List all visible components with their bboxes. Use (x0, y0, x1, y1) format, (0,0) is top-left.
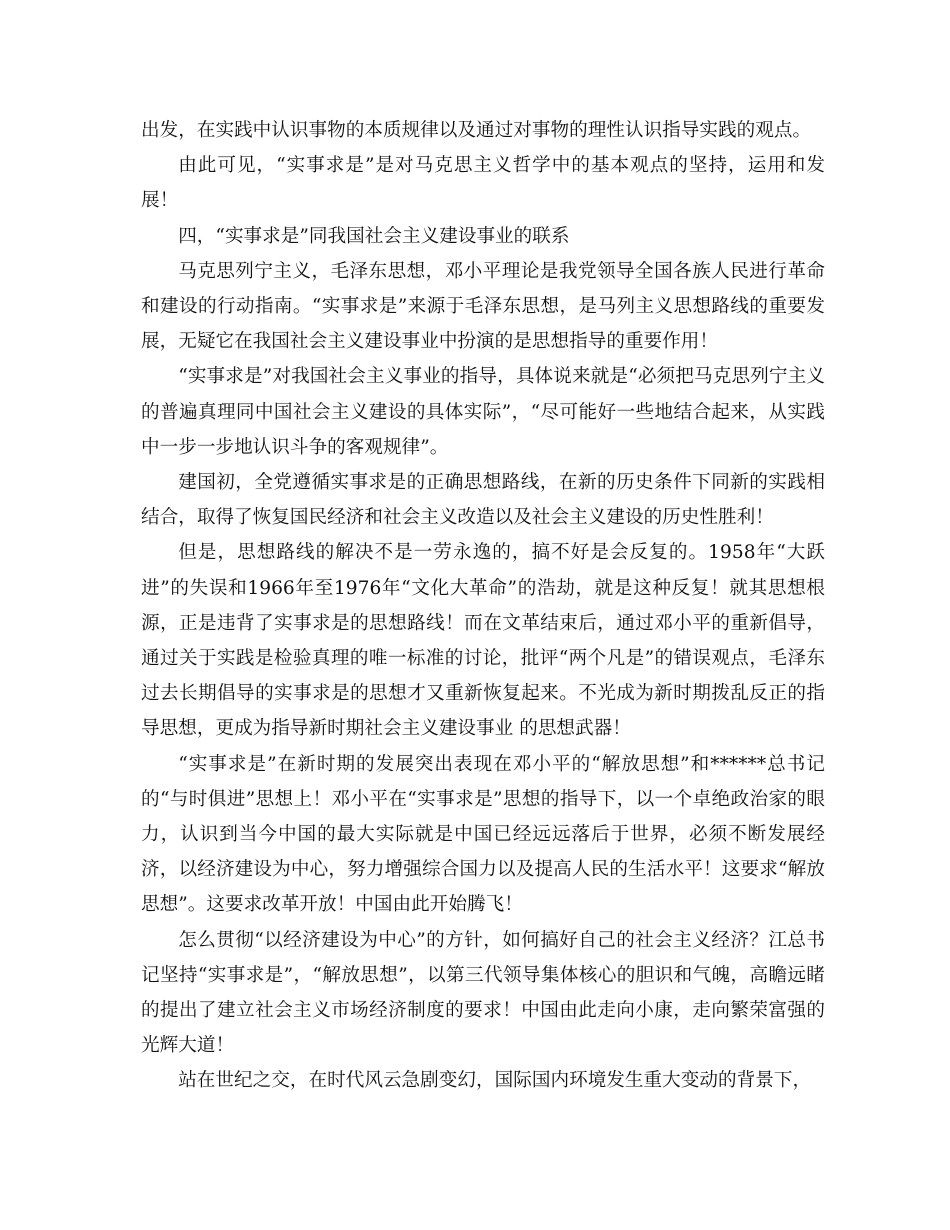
paragraph-conclusion: 由此可见，“实事求是”是对马克思主义哲学中的基本观点的坚持，运用和发展！ (141, 155, 825, 212)
paragraph: “实事求是”对我国社会主义事业的指导，具体说来就是“必须把马克思列宁主义的普遍真理同中国社会主义建设的具体实际”，“尽可能好一些地结合起来，从实践中一步一步地认识斗争的客观规律”。 (141, 366, 825, 458)
paragraph: 但是，思想路线的解决不是一劳永逸的，搞不好是会反复的。1958年“大跃进”的失误和1966年至1976年“文化大革命”的浩劫，就是这种反复！就其思想根源，正是违背了实事求是的思想路线！而在文革结束后，通过邓小平的重新倡导，通过关于实践是检验真理的唯一标准的讨论，批评“两个凡是”的错误观点，毛泽东过去长期倡导的实事求是的思想才又重新恢复起来。不光成为新时期拨乱反正的指导思想，更成为指导新时期社会主义建设事业 的思想武器！ (141, 542, 825, 740)
section-heading: 四，“实事求是”同我国社会主义建设事业的联系 (178, 225, 570, 247)
paragraph: “实事求是”在新时期的发展突出表现在邓小平的“解放思想”和******总书记的“与时俱进”思想上！邓小平在“实事求是”思想的指导下，以一个卓绝政治家的眼力，认识到当今中国的最大实际就是中国已经远远落后于世界，必须不断发展经济，以经济建设为中心，努力增强综合国力以及提高人民的生活水平！这要求“解放思想”。这要求改革开放！中国由此开始腾飞！ (141, 753, 825, 916)
paragraph: 怎么贯彻“以经济建设为中心”的方针，如何搞好自己的社会主义经济？江总书记坚持“实事求是”，“解放思想”，以第三代领导集体核心的胆识和气魄，高瞻远睹的提出了建立社会主义市场经济制度的要求！中国由此走向小康，走向繁荣富强的光辉大道！ (141, 929, 825, 1057)
paragraph: 马克思列宁主义，毛泽东思想，邓小平理论是我党领导全国各族人民进行革命和建设的行动指南。“实事求是”来源于毛泽东思想，是马列主义思想路线的重要发展，无疑它在我国社会主义建设事业中扮演的是思想指导的重要作用！ (141, 260, 825, 353)
document-body (141, 113, 825, 1099)
paragraph-continuation: 出发，在实践中认识事物的本质规律以及通过对事物的理性认识指导实践的观点。 (141, 120, 812, 141)
paragraph: 建国初，全党遵循实事求是的正确思想路线，在新的历史条件下同新的实践相结合，取得了恢复国民经济和社会主义改造以及社会主义建设的历史性胜利！ (141, 472, 825, 529)
paragraph: 站在世纪之交，在时代风云急剧变幻，国际国内环境发生重大变动的背景下， (178, 1070, 812, 1092)
